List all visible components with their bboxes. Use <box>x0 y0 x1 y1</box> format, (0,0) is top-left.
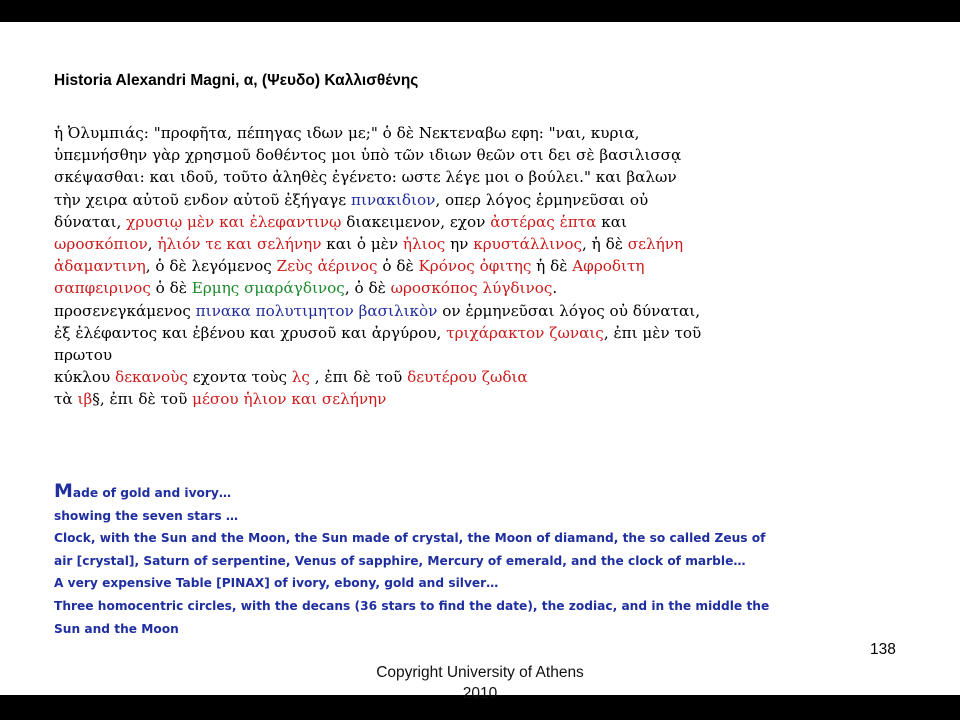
highlighted-phrase: Ζεὺς ἀέρινος <box>276 257 378 276</box>
greek-line <box>54 255 914 277</box>
greek-line <box>54 211 914 233</box>
english-initial: M <box>54 480 73 502</box>
greek-phrase: , οπερ λόγος ἑρμηνεῦσαι οὐ <box>435 190 649 209</box>
greek-line <box>54 344 914 366</box>
greek-phrase: , ὁ δὲ <box>344 279 391 298</box>
highlighted-phrase: πινακιδιον <box>350 190 436 209</box>
greek-phrase: δύναται, <box>54 212 127 231</box>
greek-line <box>54 300 914 322</box>
highlighted-phrase: ωροσκόπιον <box>54 235 148 254</box>
greek-text-block <box>54 122 914 411</box>
greek-phrase: διακειμενον, εχον <box>341 212 491 231</box>
greek-phrase: πρωτου <box>54 346 113 365</box>
english-line <box>54 480 914 505</box>
greek-phrase: , ὁ δὲ λεγόμενος <box>145 257 277 276</box>
greek-line <box>54 166 914 188</box>
highlighted-phrase: ιβ <box>77 390 93 409</box>
greek-phrase: και ὁ μὲν <box>321 235 403 254</box>
english-line: air [crystal], Saturn of serpentine, Venus of sapphire, Mercury of emerald, and the clock of marble… <box>54 553 746 568</box>
greek-phrase: σκέψασθαι: και ιδοῦ, τοῦτο ἀληθὲς ἐγένετο: ωστε λέγε μοι ο βούλει." και βαλων <box>54 168 677 187</box>
greek-phrase: §, ἐπι δὲ τοῦ <box>92 390 193 409</box>
highlighted-phrase: λς <box>291 368 310 387</box>
copyright-line: Copyright University of Athens <box>376 664 584 681</box>
greek-line <box>54 277 914 299</box>
highlighted-phrase: σελήνη <box>627 235 684 254</box>
highlighted-phrase: ἡλιόν τε και σελήνην <box>157 235 322 254</box>
highlighted-phrase: σαπφειρινος <box>54 279 151 298</box>
greek-phrase: ἡ Ὀλυμπιάς: "προφῆτα, πέπηγας ιδων με;" ὁ δὲ Νεκτεναβω εφη: "ναι, κυρια, <box>54 124 640 142</box>
greek-phrase: εχοντα τοὺς <box>187 368 292 387</box>
greek-line <box>54 366 914 388</box>
greek-line <box>54 144 914 166</box>
greek-line <box>54 233 914 255</box>
english-translation-block <box>54 480 914 640</box>
english-line: showing the seven stars … <box>54 508 239 523</box>
greek-phrase: κύκλου <box>54 368 116 387</box>
page-number: 138 <box>870 641 896 658</box>
highlighted-phrase: ἀστέρας ἑπτα <box>490 212 597 231</box>
highlighted-phrase: τριχάρακτον ζωναις <box>446 323 604 342</box>
copyright-year: 2010 <box>462 685 498 702</box>
highlighted-phrase: ἀδαμαντινη <box>54 257 146 276</box>
highlighted-phrase: δευτέρου ζωδια <box>407 368 528 387</box>
greek-phrase: προσενεγκάμενος <box>54 301 196 320</box>
copyright-footer <box>300 662 660 704</box>
highlighted-phrase: χρυσιῳ μὲν και ἐλεφαντινῳ <box>126 212 342 231</box>
greek-phrase: ἡ δὲ <box>531 257 573 276</box>
greek-phrase: , ἐπι δὲ τοῦ <box>309 368 408 387</box>
slide <box>0 22 960 702</box>
greek-phrase: , ἡ δὲ <box>582 235 628 254</box>
highlighted-phrase: Ερμης σμαράγδινος <box>191 279 345 298</box>
highlighted-phrase: ωροσκόπος λύγδινος <box>390 279 553 298</box>
greek-phrase: . <box>552 279 558 298</box>
greek-phrase: ον ἑρμηνεῦσαι λόγος οὐ δύναται, <box>437 301 701 320</box>
greek-phrase: ἐξ ἐλέφαντος και ἐβένου και χρυσοῦ και ἀργύρου, <box>54 323 447 342</box>
english-line: A very expensive Table [PINAX] of ivory, ebony, gold and silver… <box>54 576 499 591</box>
greek-phrase: και <box>596 212 627 231</box>
greek-line <box>54 189 914 211</box>
highlighted-phrase: Αφροδιτη <box>572 257 645 276</box>
highlighted-phrase: μέσου ἡλιον και σελήνην <box>192 390 387 409</box>
highlighted-phrase: πινακα πολυτιμητον βασιλικὸν <box>195 301 438 320</box>
highlighted-phrase: δεκανοὺς <box>115 368 188 387</box>
greek-line <box>54 322 914 344</box>
slide-title: Historia Alexandri Magni, α, (Ψευδο) Καλλισθένης <box>54 72 419 89</box>
greek-phrase: τὴν χειρα αὐτοῦ ενδον αὐτοῦ ἐξήγαγε <box>54 190 351 209</box>
greek-phrase: ὁ δὲ <box>377 257 419 276</box>
greek-line <box>54 388 914 410</box>
english-line: Sun and the Moon <box>54 621 179 636</box>
greek-phrase: ὁ δὲ <box>150 279 192 298</box>
greek-phrase: , <box>147 235 158 254</box>
greek-line <box>54 122 914 144</box>
highlighted-phrase: ἡλιος <box>402 235 446 254</box>
english-line: Three homocentric circles, with the decans (36 stars to find the date), the zodiac, and in the middle the <box>54 598 770 613</box>
english-line-rest: ade of gold and ivory… <box>72 486 232 500</box>
greek-phrase: ὑπεμνήσθην γὰρ χρησμοῦ δοθέντος μοι ὑπὸ τῶν ιδιων θεῶν οτι δει σὲ βασιλισσᾳ <box>54 146 682 165</box>
highlighted-phrase: κρυστάλλινος <box>473 235 583 254</box>
greek-phrase: , ἐπι μὲν τοῦ <box>603 323 702 342</box>
greek-phrase: ην <box>445 235 474 254</box>
english-line: Clock, with the Sun and the Moon, the Sun made of crystal, the Moon of diamand, the so called Zeus of <box>54 531 766 546</box>
highlighted-phrase: Κρόνος ὀφιτης <box>418 257 532 276</box>
greek-phrase: τὰ <box>54 390 78 409</box>
